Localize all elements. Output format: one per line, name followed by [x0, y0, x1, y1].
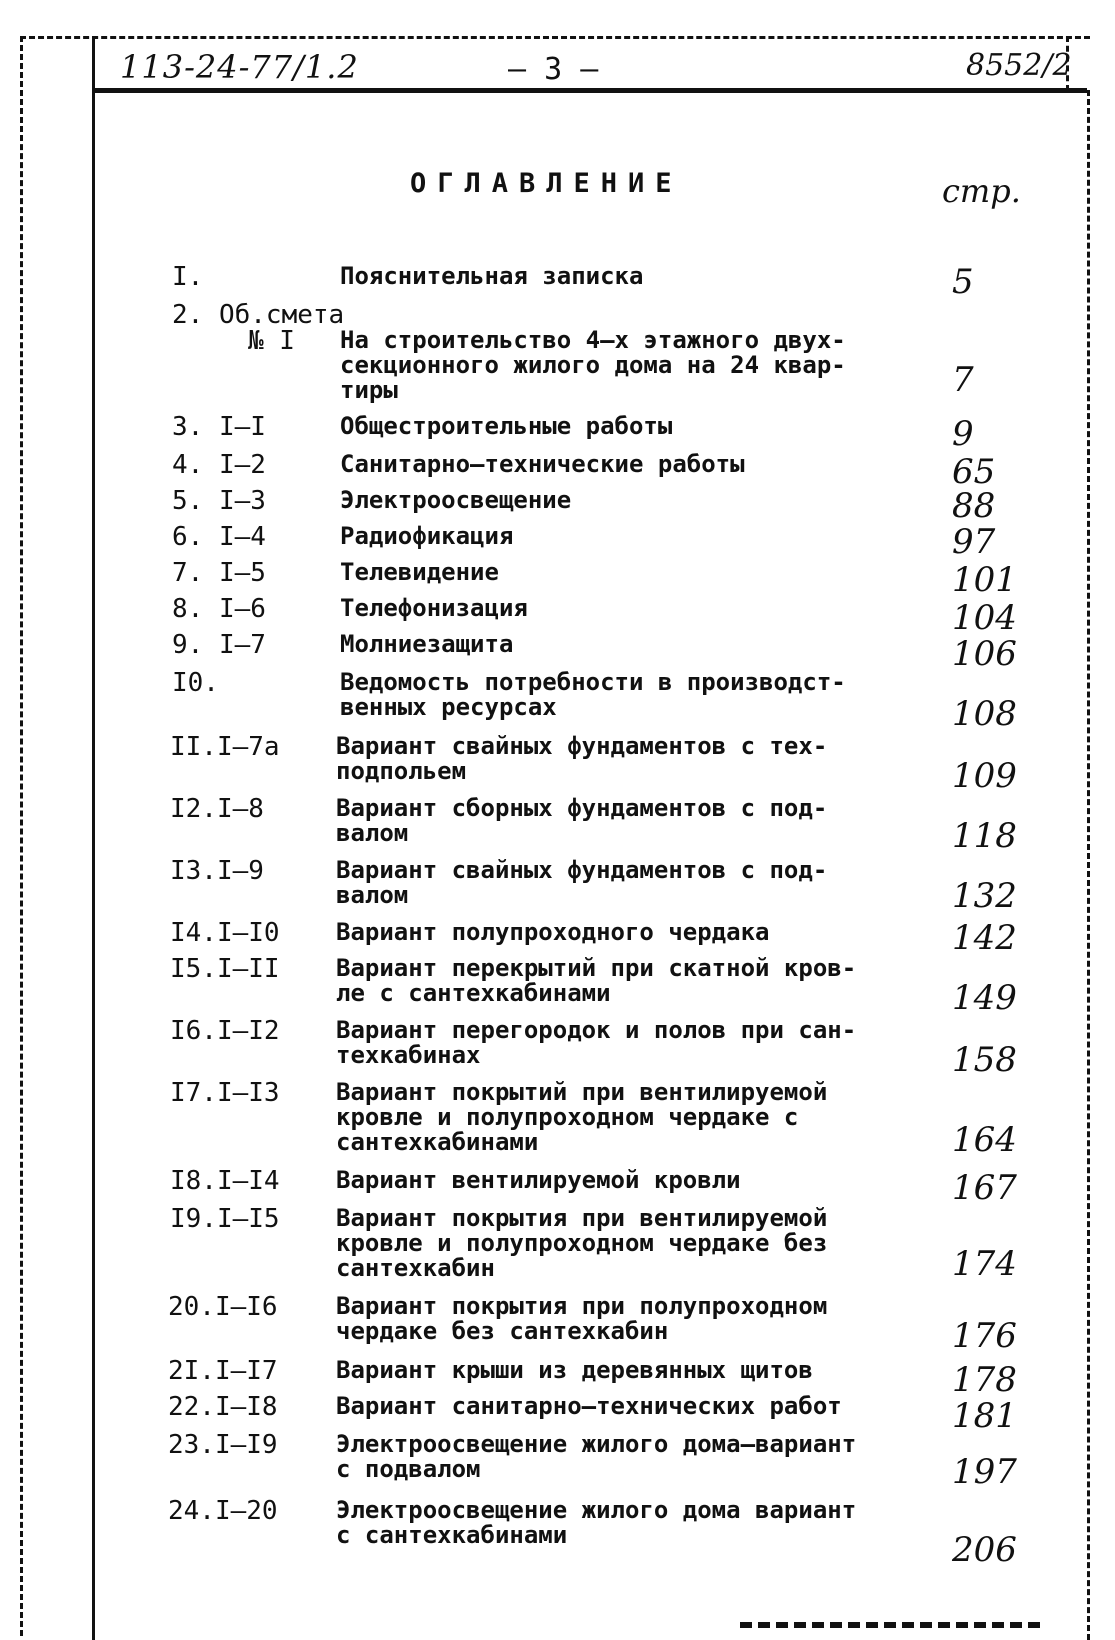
toc-entry-number: 22.I–I8	[168, 1392, 278, 1422]
toc-entry-title: Вариант санитарно–технических работ	[336, 1392, 842, 1420]
toc-entry-title: Молниезащита	[340, 630, 514, 658]
toc-entry-number: 2I.I–I7	[168, 1356, 278, 1386]
toc-entry-number: № I	[248, 326, 295, 356]
toc-entry-title: Электроосвещение жилого дома вариант с сантехкабинами	[336, 1496, 857, 1549]
toc-entry-number: I6.I–I2	[170, 1016, 280, 1046]
bottom-dash	[740, 1622, 1040, 1628]
toc-entry-title: Телефонизация	[340, 594, 528, 622]
toc-entry-page: 108	[952, 694, 1017, 734]
toc-entry-page: 176	[952, 1316, 1017, 1356]
toc-entry-number: I0.	[172, 668, 219, 698]
toc-entry-number: I5.I–II	[170, 954, 280, 984]
toc-entry-title: Телевидение	[340, 558, 499, 586]
toc-entry-page: 164	[952, 1120, 1017, 1160]
toc-entry-title: На строительство 4–х этажного двух- секционного жилого дома на 24 квар- тиры	[340, 326, 846, 404]
toc-entry-number: I8.I–I4	[170, 1166, 280, 1196]
toc-entry-number: 5. I–3	[172, 486, 266, 516]
toc-entry-title: Вариант свайных фундаментов с под- валом	[336, 856, 828, 909]
archive-number: 8552/2	[966, 48, 1072, 83]
toc-entry-number: 6. I–4	[172, 522, 266, 552]
page-marker: – 3 –	[508, 52, 599, 87]
toc-entry-page: 197	[952, 1452, 1017, 1492]
toc-entry-page: 142	[952, 918, 1017, 958]
toc-title: ОГЛАВЛЕНИЕ	[410, 168, 683, 199]
toc-entry-title: Электроосвещение жилого дома–вариант с подвалом	[336, 1430, 857, 1483]
toc-entry-number: II.I–7а	[170, 732, 280, 762]
toc-entry-number: I4.I–I0	[170, 918, 280, 948]
outer-border-left	[20, 36, 23, 1636]
toc-entry-page: 118	[952, 816, 1017, 856]
toc-entry-page: 106	[952, 634, 1017, 674]
toc-entry-title: Пояснительная записка	[340, 262, 644, 290]
toc-entry-page: 178	[952, 1360, 1017, 1400]
toc-entry-title: Вариант свайных фундаментов с тех- подпольем	[336, 732, 828, 785]
toc-entry-page: 132	[952, 876, 1017, 916]
outer-border-top	[20, 36, 1090, 39]
toc-entry-title: Вариант сборных фундаментов с под- валом	[336, 794, 828, 847]
toc-entry-number: 20.I–I6	[168, 1292, 278, 1322]
toc-entry-number: 2. Об.смета	[172, 300, 345, 330]
toc-entry-page: 5	[952, 262, 974, 302]
toc-entry-title: Вариант полупроходного чердака	[336, 918, 770, 946]
toc-entry-number: I.	[172, 262, 204, 292]
toc-entry-page: 109	[952, 756, 1017, 796]
toc-entry-title: Вариант покрытия при вентилируемой кровле и полупроходном чердаке без сантехкабин	[336, 1204, 828, 1282]
header-divider-left	[92, 36, 95, 91]
toc-entry-page: 65	[952, 452, 996, 492]
toc-entry-page: 97	[952, 522, 996, 562]
toc-entry-page: 149	[952, 978, 1017, 1018]
toc-entry-title: Электроосвещение	[340, 486, 572, 514]
toc-entry-number: 7. I–5	[172, 558, 266, 588]
toc-entry-number: I7.I–I3	[170, 1078, 280, 1108]
toc-entry-title: Санитарно–технические работы	[340, 450, 745, 478]
toc-entry-page: 206	[952, 1530, 1017, 1570]
toc-entry-number: 8. I–6	[172, 594, 266, 624]
toc-entry-page: 104	[952, 598, 1017, 638]
toc-entry-page: 174	[952, 1244, 1017, 1284]
toc-entry-page: 167	[952, 1168, 1017, 1208]
toc-entry-number: I9.I–I5	[170, 1204, 280, 1234]
toc-entry-page: 9	[952, 414, 974, 454]
toc-entry-title: Вариант покрытий при вентилируемой кровле и полупроходном чердаке с сантехкабинами	[336, 1078, 828, 1156]
toc-entry-page: 158	[952, 1040, 1017, 1080]
toc-entry-title: Общестроительные работы	[340, 412, 673, 440]
toc-entry-title: Вариант крыши из деревянных щитов	[336, 1356, 813, 1384]
toc-entry-number: 4. I–2	[172, 450, 266, 480]
toc-entry-number: 23.I–I9	[168, 1430, 278, 1460]
toc-entry-number: I2.I–8	[170, 794, 264, 824]
toc-entry-page: 181	[952, 1396, 1017, 1436]
toc-entry-title: Вариант вентилируемой кровли	[336, 1166, 741, 1194]
toc-entry-number: 24.I–20	[168, 1496, 278, 1526]
toc-entry-page: 101	[952, 560, 1017, 600]
toc-entry-number: I3.I–9	[170, 856, 264, 886]
toc-entry-number: 9. I–7	[172, 630, 266, 660]
page-column-label: стр.	[942, 172, 1021, 210]
toc-entry-number: 3. I–I	[172, 412, 266, 442]
toc-entry-title: Вариант покрытия при полупроходном чердаке без сантехкабин	[336, 1292, 828, 1345]
toc-entry-page: 7	[952, 360, 974, 400]
toc-entry-page: 88	[952, 486, 996, 526]
doc-code: 113-24-77/1.2	[120, 48, 359, 86]
toc-entry-title: Ведомость потребности в производст- венных ресурсах	[340, 668, 846, 721]
toc-entry-title: Вариант перекрытий при скатной кров- ле с сантехкабинами	[336, 954, 857, 1007]
toc-entry-title: Радиофикация	[340, 522, 514, 550]
toc-entry-title: Вариант перегородок и полов при сан- техкабинах	[336, 1016, 857, 1069]
